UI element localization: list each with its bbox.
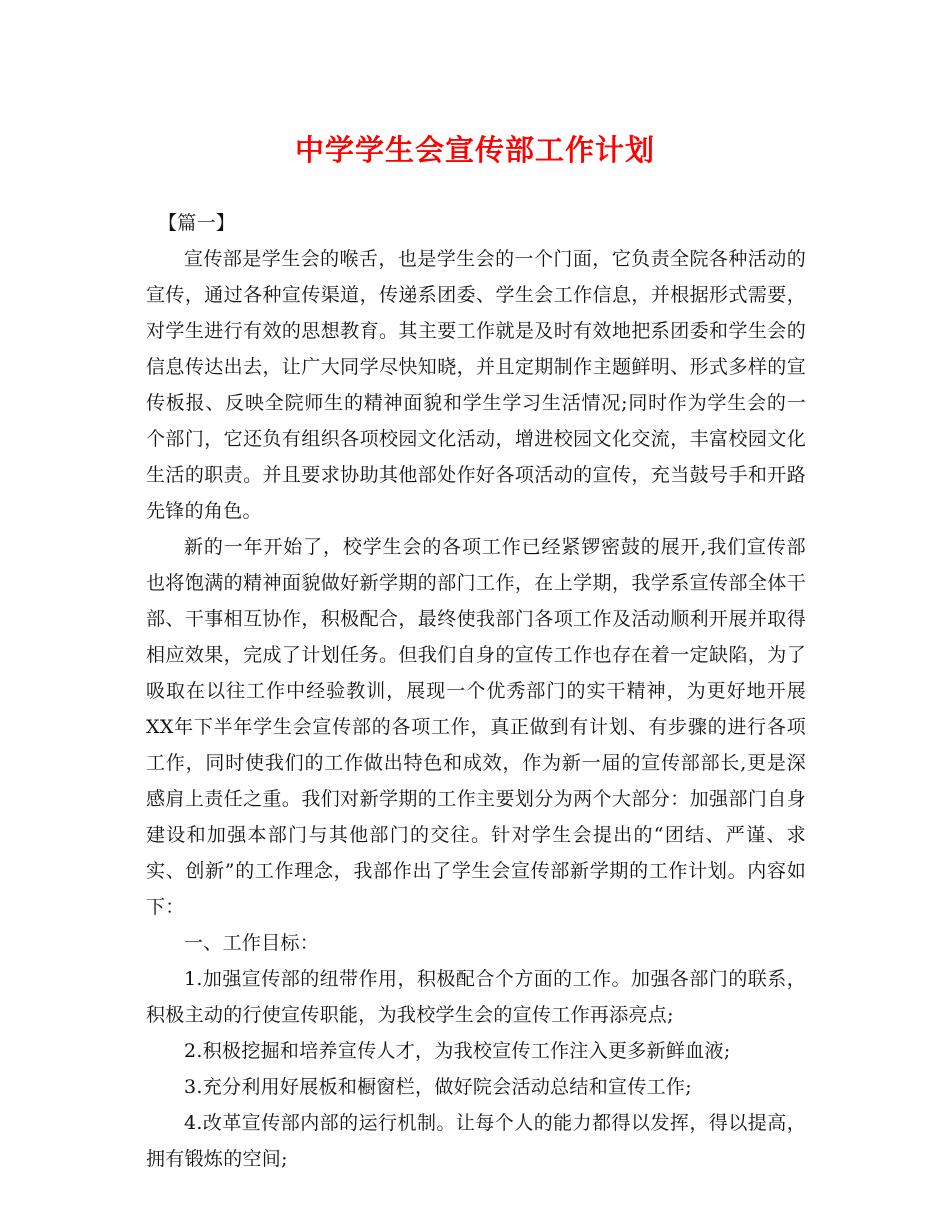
document-body [146, 205, 806, 1177]
paragraph-new-year: 新的一年开始了，校学生会的各项工作已经紧锣密鼓的展开,我们宣传部也将饱满的精神面貌做好新学期的部门工作，在上学期，我学系宣传部全体干部、干事相互协作，积极配合，最终使我部门各项工作及活动顺利开展并取得相应效果，完成了计划任务。但我们自身的宣传工作也存在着一定缺陷，为了吸取在以往工作中经验教训，展现一个优秀部门的实干精神，为更好地开展XX年下半年学生会宣传部的各项工作，真正做到有计划、有步骤的进行各项工作，同时使我们的工作做出特色和成效，作为新一届的宣传部部长,更是深感肩上责任之重。我们对新学期的工作主要划分为两个大部分：加强部门自身建设和加强本部门与其他部门的交往。针对学生会提出的“团结、严谨、求实、创新”的工作理念，我部作出了学生会宣传部新学期的工作计划。内容如下： [146, 536, 806, 918]
section-label: 【篇一】 [158, 212, 236, 234]
goal-item-4: 4.改革宣传部内部的运行机制。让每个人的能力都得以发挥，得以提高，拥有锻炼的空间; [146, 1112, 806, 1170]
goal-item-1: 1.加强宣传部的纽带作用，积极配合个方面的工作。加强各部门的联系，积极主动的行使宣传职能，为我校学生会的宣传工作再添亮点; [146, 968, 806, 1026]
document-title: 中学学生会宣传部工作计划 [294, 133, 655, 167]
goal-item-3: 3.充分利用好展板和橱窗栏，做好院会活动总结和宣传工作; [184, 1076, 692, 1098]
heading-work-goals: 一、工作目标： [184, 932, 320, 954]
paragraph-intro: 宣传部是学生会的喉舌，也是学生会的一个门面，它负责全院各种活动的宣传，通过各种宣传渠道，传递系团委、学生会工作信息，并根据形式需要，对学生进行有效的思想教育。其主要工作就是及时有效地把系团委和学生会的信息传达出去，让广大同学尽快知晓，并且定期制作主题鲜明、形式多样的宣传板报、反映全院师生的精神面貌和学生学习生活情况;同时作为学生会的一个部门，它还负有组织各项校园文化活动，增进校园文化交流，丰富校园文化生活的职责。并且要求协助其他部处作好各项活动的宣传，充当鼓号手和开路先锋的角色。 [146, 248, 806, 522]
goal-item-2: 2.积极挖掘和培养宣传人才，为我校宣传工作注入更多新鲜血液; [184, 1040, 731, 1062]
